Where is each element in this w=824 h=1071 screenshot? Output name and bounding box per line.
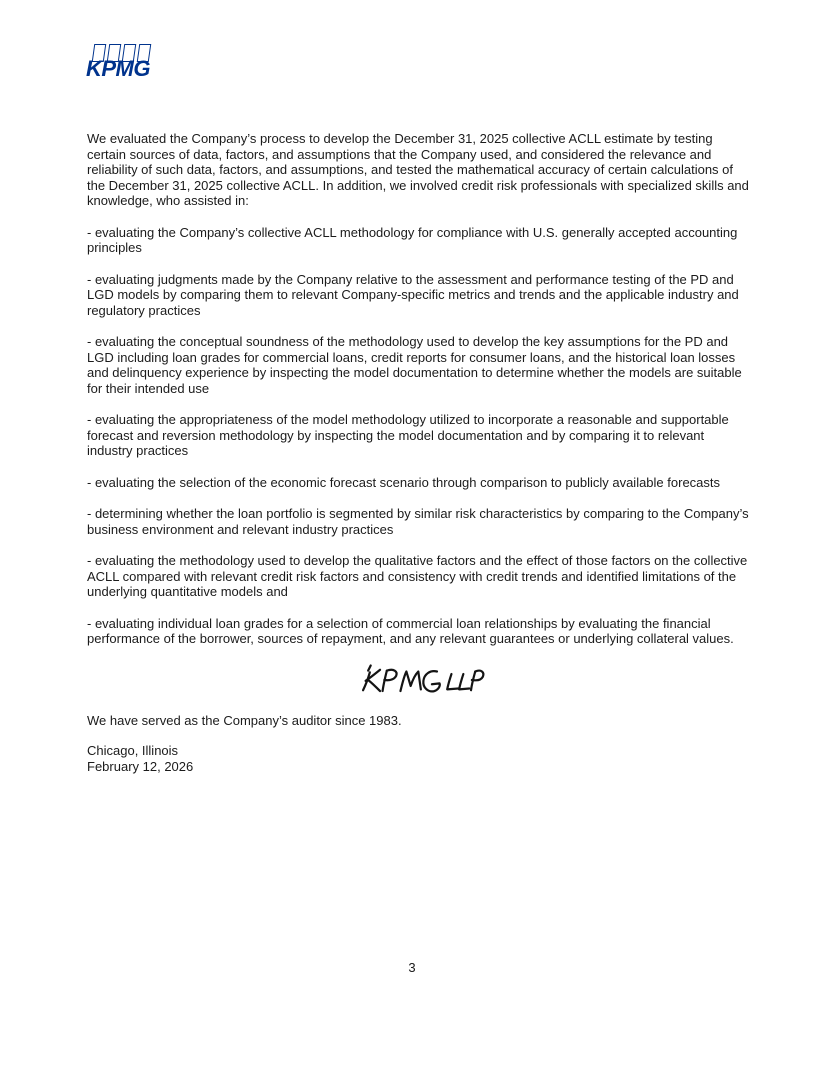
kpmg-logo-boxes-icon: [93, 44, 150, 62]
bullet-item: - evaluating the Company’s collective ACLL methodology for compliance with U.S. generally accepted accounting principles: [87, 224, 738, 255]
signature-kpmg-llp: [345, 663, 495, 697]
date-line: February 12, 2026: [87, 758, 194, 774]
closing-block: [87, 713, 753, 775]
bullet-item: - evaluating the selection of the economic forecast scenario through comparison to publicly available forecasts: [87, 474, 721, 490]
bullet-item: - determining whether the loan portfolio is segmented by similar risk characteristics by comparing to the Company’s business environment and relevant industry practices: [87, 506, 749, 537]
bullet-item: - evaluating the appropriateness of the model methodology utilized to incorporate a reasonable and supportable forecast and reversion methodology by inspecting the model documentation and by comparing it to relevant industry practices: [87, 412, 729, 458]
bullet-item: - evaluating judgments made by the Company relative to the assessment and performance testing of the PD and LGD models by comparing them to relevant Company-specific metrics and trends and the applicable industry and regulatory practices: [87, 271, 739, 318]
kpmg-logo: [86, 44, 150, 80]
signature-handwriting-icon: [345, 663, 495, 697]
bullet-item: - evaluating individual loan grades for a selection of commercial loan relationships by evaluating the financial performance of the borrower, sources of repayment, and any relevant guarantees or underlying collateral values.: [87, 615, 734, 646]
location-line: Chicago, Illinois: [87, 743, 179, 758]
logo-box-icon: [92, 44, 107, 62]
bullet-item: - evaluating the methodology used to develop the qualitative factors and the effect of those factors on the collective ACLL compared with relevant credit risk factors and consistency with credit trends and identified limitations of the underlying quantitative models and: [87, 553, 748, 599]
tenure-line: We have served as the Company’s auditor since 1983.: [87, 712, 402, 728]
logo-box-icon: [107, 44, 122, 62]
intro-paragraph: We evaluated the Company’s process to develop the December 31, 2025 collective ACLL estimate by testing certain sources of data, factors, and assumptions that the Company used, and considered the relevance and reliability of such data, factors, and assumptions, and tested the mathematical accuracy of certain calculations of the December 31, 2025 collective ACLL. In addition, we involved credit risk professionals with specialized skills and knowledge, who assisted in:: [87, 131, 749, 208]
letter-body: [87, 131, 753, 774]
logo-box-icon: [122, 44, 137, 62]
logo-box-icon: [137, 44, 152, 62]
page-number: 3: [408, 960, 416, 975]
kpmg-logo-text: KPMG: [86, 56, 150, 81]
bullet-item: - evaluating the conceptual soundness of the methodology used to develop the key assumptions for the PD and LGD including loan grades for commercial loans, credit reports for consumer loans, and the historical loan losses and delinquency experience by inspecting the model documentation to determine whether the models are suitable for their intended use: [87, 334, 742, 396]
